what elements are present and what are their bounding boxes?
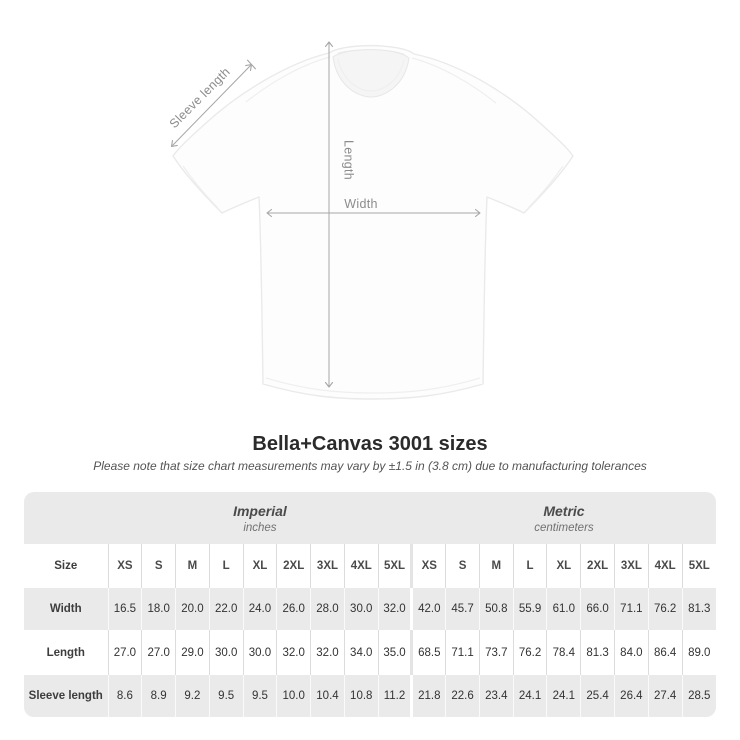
value-cell: 23.4	[479, 675, 513, 717]
value-cell: 34.0	[344, 630, 378, 675]
value-cell: 10.4	[311, 675, 345, 717]
table-row	[24, 630, 716, 675]
value-cell: 32.0	[277, 630, 311, 675]
size-column-header: 5XL	[378, 544, 412, 588]
value-cell: 35.0	[378, 630, 412, 675]
value-cell: 16.5	[108, 588, 142, 630]
row-label: Sleeve length	[28, 690, 103, 702]
value-cell: 81.3	[581, 630, 615, 675]
tolerance-note: Please note that size chart measurements may vary by ±1.5 in (3.8 cm) due to manufacturing tolerances	[93, 459, 647, 473]
value-cell: 10.0	[277, 675, 311, 717]
value-cell: 10.8	[344, 675, 378, 717]
size-column-header: 3XL	[614, 544, 648, 588]
value-cell: 66.0	[581, 588, 615, 630]
value-cell: 50.8	[479, 588, 513, 630]
value-cell: 18.0	[142, 588, 176, 630]
value-cell: 30.0	[209, 630, 243, 675]
size-column-header: 4XL	[648, 544, 682, 588]
width-label: Width	[344, 196, 378, 211]
size-column-header: 5XL	[682, 544, 716, 588]
value-cell: 76.2	[648, 588, 682, 630]
value-cell: 22.6	[446, 675, 480, 717]
size-header-row	[24, 544, 716, 588]
size-column-header: M	[176, 544, 210, 588]
size-column-header: 3XL	[311, 544, 345, 588]
value-cell: 9.5	[243, 675, 277, 717]
size-column-header: XL	[243, 544, 277, 588]
value-cell: 24.1	[513, 675, 547, 717]
value-cell: 61.0	[547, 588, 581, 630]
group-name: Imperial	[233, 502, 287, 519]
value-cell: 89.0	[682, 630, 716, 675]
table-row	[24, 588, 716, 630]
size-table-grid	[24, 492, 716, 717]
value-cell: 11.2	[378, 675, 412, 717]
group-name: Metric	[543, 502, 585, 519]
value-cell: 9.5	[209, 675, 243, 717]
page-title: Bella+Canvas 3001 sizes	[252, 433, 488, 455]
value-cell: 32.0	[311, 630, 345, 675]
group-unit: centimeters	[534, 521, 594, 534]
value-cell: 30.0	[344, 588, 378, 630]
group-header-imperial	[108, 492, 412, 544]
row-label: Length	[46, 646, 85, 659]
value-cell: 76.2	[513, 630, 547, 675]
group-header-metric	[412, 492, 716, 544]
value-cell: 27.0	[142, 630, 176, 675]
table-head	[24, 492, 716, 588]
value-cell: 32.0	[378, 588, 412, 630]
tshirt-body	[173, 46, 573, 399]
value-cell: 71.1	[614, 588, 648, 630]
value-cell: 26.0	[277, 588, 311, 630]
size-column-header: XS	[412, 544, 446, 588]
size-table	[24, 492, 716, 717]
length-label: Length	[341, 139, 356, 181]
value-cell: 86.4	[648, 630, 682, 675]
value-cell: 84.0	[614, 630, 648, 675]
value-cell: 20.0	[176, 588, 210, 630]
value-cell: 73.7	[479, 630, 513, 675]
size-column-header: 2XL	[277, 544, 311, 588]
size-header: Size	[54, 560, 78, 572]
value-cell: 8.9	[142, 675, 176, 717]
sleeve-length-label: Sleeve length	[166, 64, 233, 131]
value-cell: 81.3	[682, 588, 716, 630]
size-column-header: XL	[547, 544, 581, 588]
value-cell: 42.0	[412, 588, 446, 630]
size-column-header: XS	[108, 544, 142, 588]
value-cell: 28.5	[682, 675, 716, 717]
value-cell: 29.0	[176, 630, 210, 675]
row-label: Width	[49, 603, 82, 615]
value-cell: 9.2	[176, 675, 210, 717]
group-header-spacer	[24, 492, 108, 544]
value-cell: 68.5	[412, 630, 446, 675]
value-cell: 22.0	[209, 588, 243, 630]
table-body	[24, 588, 716, 717]
value-cell: 25.4	[581, 675, 615, 717]
value-cell: 27.0	[108, 630, 142, 675]
table-row	[24, 675, 716, 717]
value-cell: 27.4	[648, 675, 682, 717]
size-column-header: 4XL	[344, 544, 378, 588]
group-unit: inches	[243, 521, 277, 534]
value-cell: 26.4	[614, 675, 648, 717]
value-cell: 21.8	[412, 675, 446, 717]
unit-group-row	[24, 492, 716, 544]
size-column-header: L	[209, 544, 243, 588]
size-column-header: S	[446, 544, 480, 588]
value-cell: 45.7	[446, 588, 480, 630]
value-cell: 78.4	[547, 630, 581, 675]
size-column-header: 2XL	[581, 544, 615, 588]
value-cell: 28.0	[311, 588, 345, 630]
value-cell: 8.6	[108, 675, 142, 717]
value-cell: 30.0	[243, 630, 277, 675]
size-column-header: S	[142, 544, 176, 588]
size-column-header: L	[513, 544, 547, 588]
value-cell: 71.1	[446, 630, 480, 675]
value-cell: 24.0	[243, 588, 277, 630]
value-cell: 24.1	[547, 675, 581, 717]
size-column-header: M	[479, 544, 513, 588]
value-cell: 55.9	[513, 588, 547, 630]
